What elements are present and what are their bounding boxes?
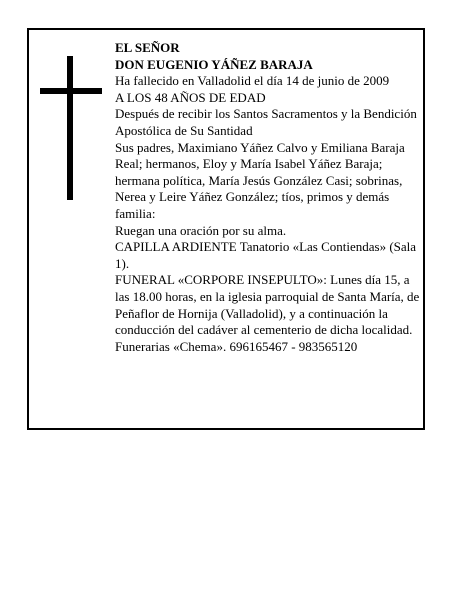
chapel-info: CAPILLA ARDIENTE Tanatorio «Las Contiendas» (Sala 1).: [115, 239, 417, 271]
prayer-line: Ruegan una oración por su alma.: [115, 222, 287, 238]
funeral-info: FUNERAL «CORPORE INSEPULTO»: Lunes día 15, a las 18.00 horas, en la iglesia parroquial de Santa María, de Peñaflor de Hornija (Valladolid), y a continuación la conducción del cadáver al cementerio de dicha localidad.: [115, 272, 420, 338]
sacraments-line: Después de recibir los Santos Sacramentos y la Bendición Apostólica de Su Santidad: [115, 106, 417, 138]
cross-icon: [40, 56, 102, 200]
title-line-1: EL SEÑOR: [115, 40, 180, 55]
age-line: A LOS 48 AÑOS DE EDAD: [115, 89, 266, 105]
deceased-name: DON EUGENIO YÁÑEZ BARAJA: [115, 56, 313, 72]
notice-text: [115, 40, 425, 355]
obituary-notice: [27, 28, 425, 430]
family-list: Sus padres, Maximiano Yáñez Calvo y Emiliana Baraja Real; hermanos, Eloy y María Isabel Yáñez Baraja; hermana política, María Jesús González Casi; sobrinas, Nerea y Leire Yáñez González; tíos, primos y demás familia:: [115, 139, 405, 221]
death-info: Ha fallecido en Valladolid el día 14 de junio de 2009: [115, 73, 390, 89]
cross-horizontal-bar: [40, 88, 102, 94]
funeral-home: Funerarias «Chema». 696165467 - 983565120: [115, 338, 358, 354]
cross-vertical-bar: [67, 56, 73, 200]
